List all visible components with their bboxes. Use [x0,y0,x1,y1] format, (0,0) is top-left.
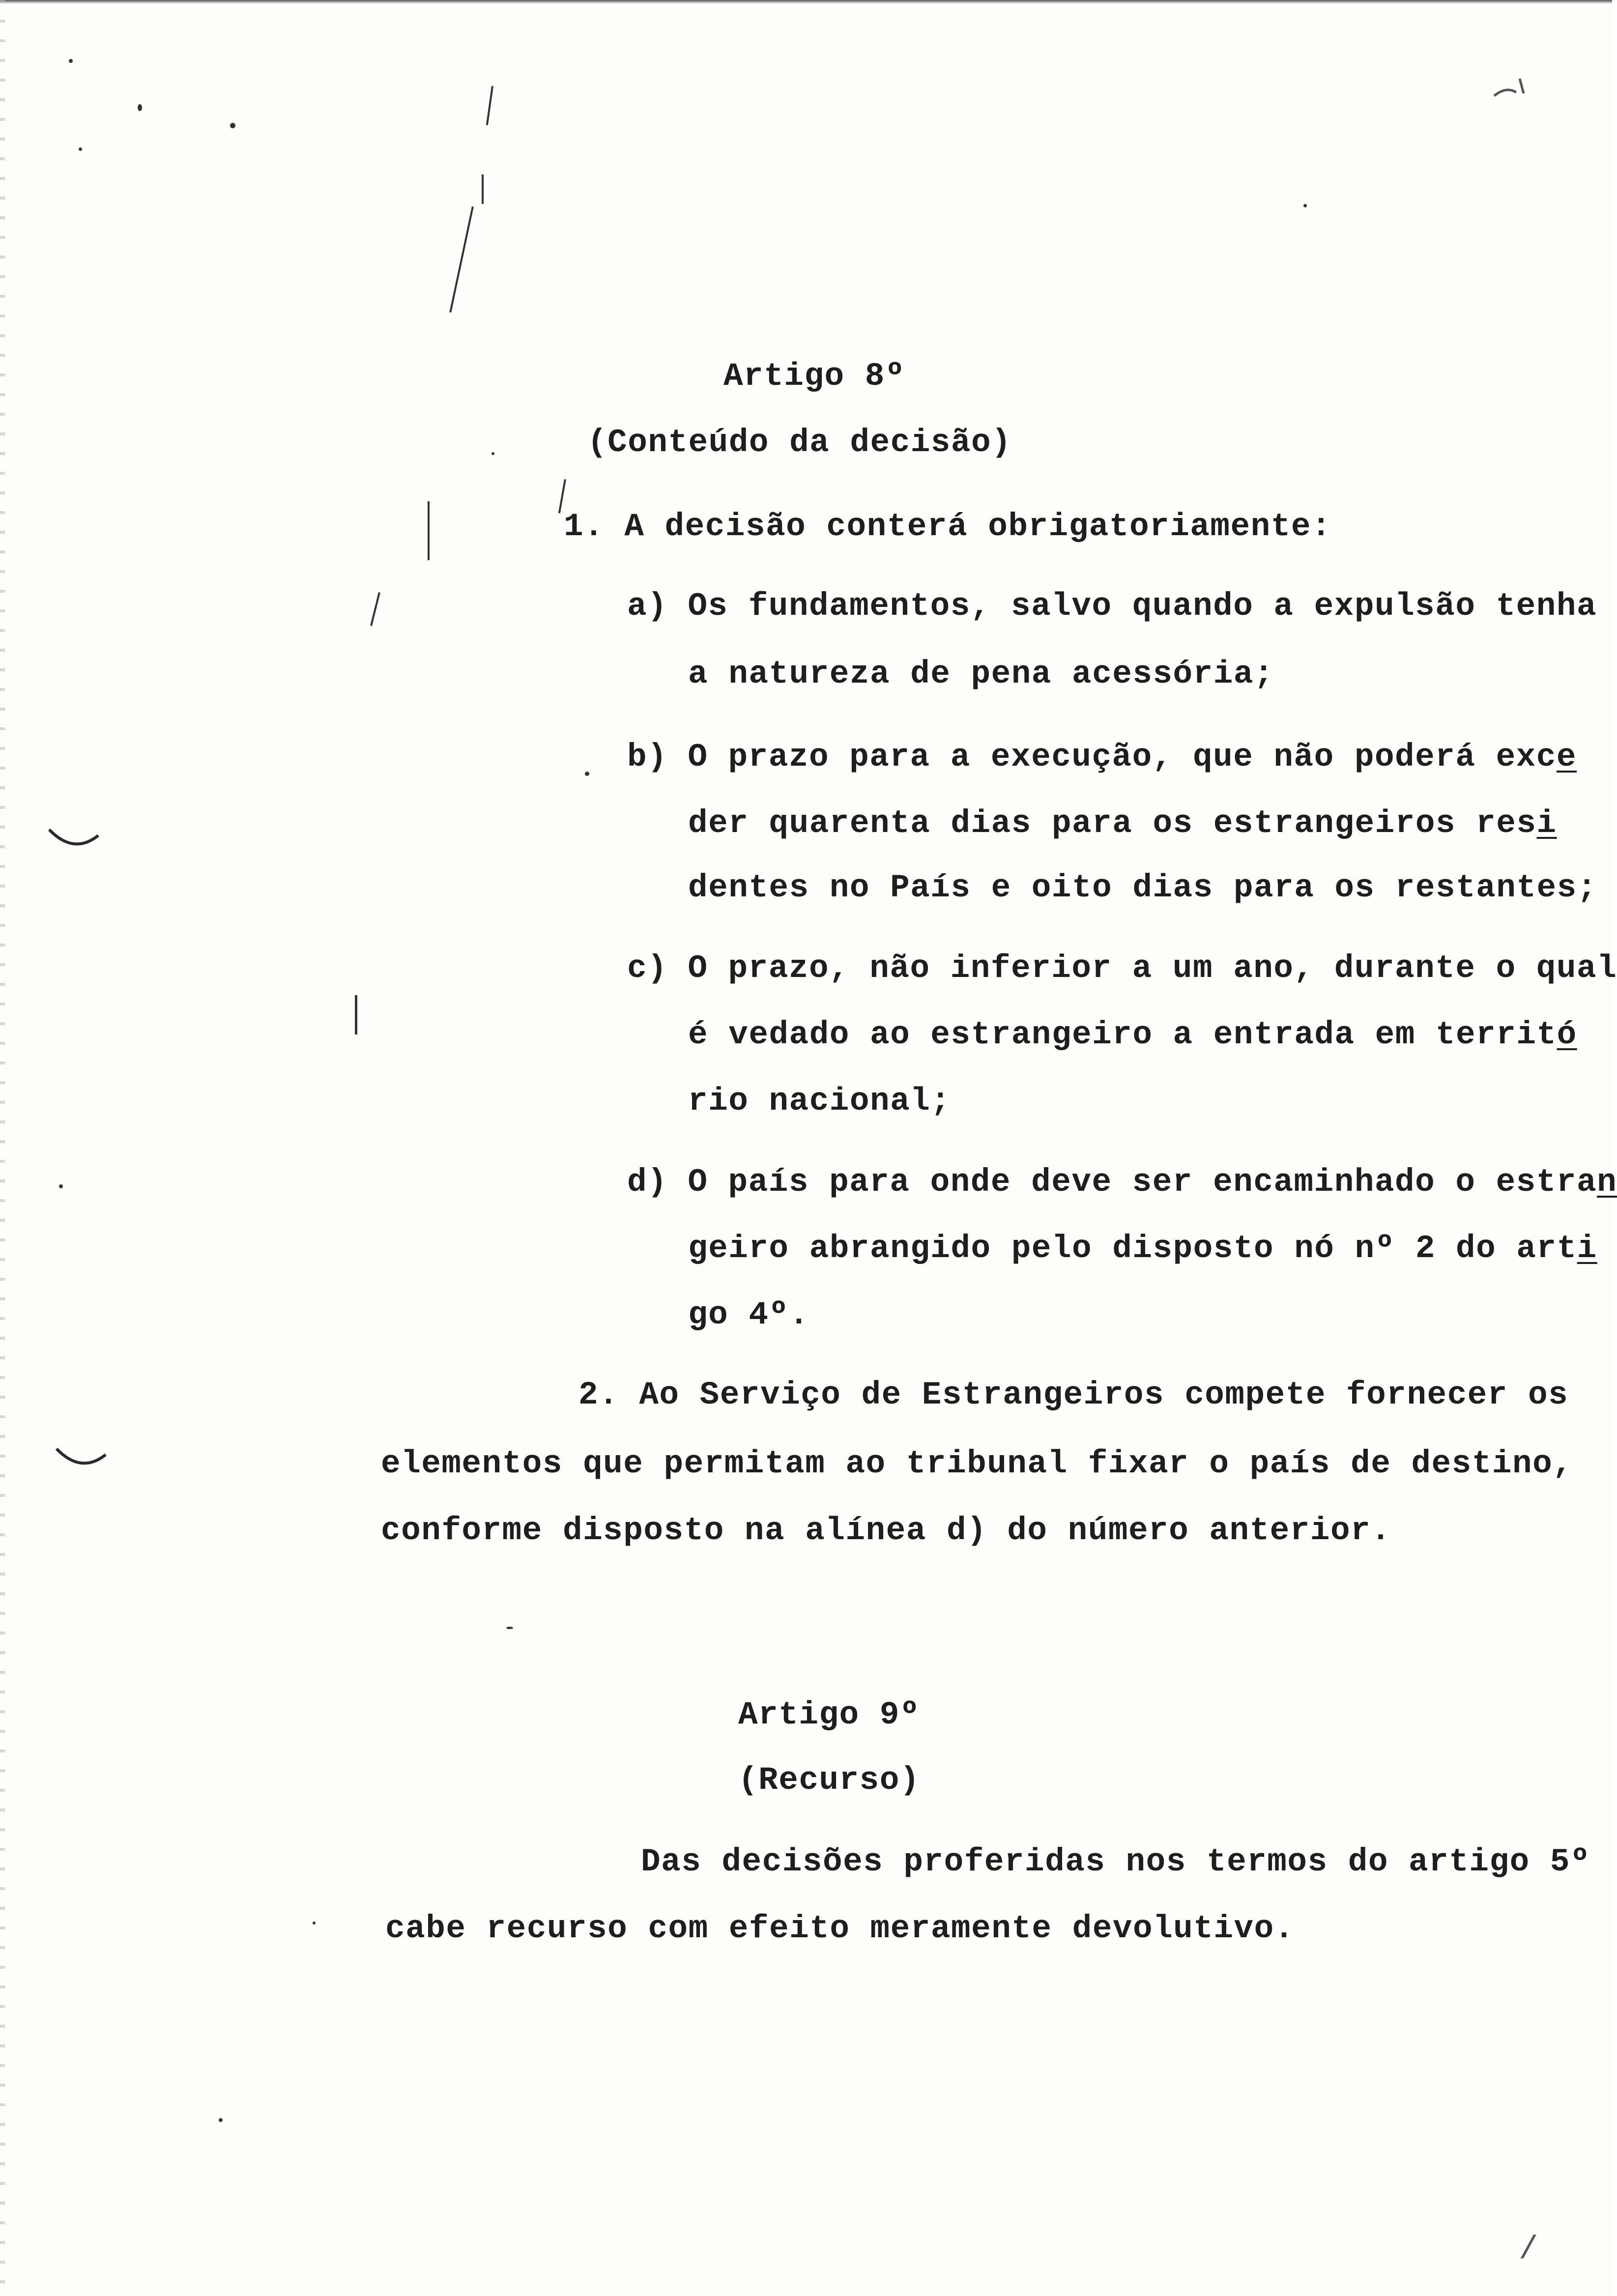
scan-speck [313,1922,316,1924]
article8-item-d-line2 [688,1230,1597,1267]
article8-item-a-line2: a natureza de pena acessória; [688,656,1274,692]
stray-stroke [482,174,484,204]
article9-title: Artigo 9º [738,1696,920,1733]
hyphenation-underline: i [1577,1230,1597,1267]
article8-item2-line3: conforme disposto na alínea d) do número anterior. [381,1512,1391,1549]
item-d-line2-text: geiro abrangido pelo disposto nó nº 2 do art [688,1230,1577,1267]
page-top-edge [0,0,1612,4]
item-b-line2-text: der quarenta dias para os estrangeiros res [688,805,1537,842]
scan-speck [219,2118,223,2122]
stray-stroke [355,995,357,1034]
scan-speck [1303,204,1307,207]
article8-item-d-line1 [627,1166,1617,1199]
article8-item2-line1: 2. Ao Serviço de Estrangeiros compete fornecer os [578,1377,1569,1413]
item-b-line1-text: b) O prazo para a execução, que não poderá exc [627,739,1557,775]
hyphenation-underline: n [1597,1164,1617,1201]
stray-stroke [370,592,380,626]
scan-speck [230,123,235,128]
article8-item1-intro: 1. A decisão conterá obrigatoriamente: [564,508,1332,545]
article8-item-c-line1: c) O prazo, não inferior a um ano, durante o qual [627,950,1617,987]
hyphenation-underline: e [1556,739,1577,775]
article9-line1: Das decisões proferidas nos termos do artigo 5º [641,1843,1591,1880]
margin-curve-mark [54,1445,108,1474]
article8-item-c-line2 [688,1016,1577,1053]
scan-speck [506,1627,513,1629]
page-continuation-mark: / [1519,2231,1539,2268]
scan-speck [59,1184,63,1188]
article8-title: Artigo 8º [723,358,905,395]
stray-stroke [449,206,474,313]
article8-item2-line2: elementos que permitam ao tribunal fixar o país de destino, [381,1445,1573,1482]
stray-stroke [486,86,493,125]
corner-scribble [1489,74,1533,103]
scan-speck [491,452,494,455]
item-c-line2-text: é vedado ao estrangeiro a entrada em territ [688,1016,1557,1053]
article8-item-c-line3: rio nacional; [688,1083,951,1119]
article8-item-a-line1: a) Os fundamentos, salvo quando a expulsão tenha [627,588,1597,625]
hyphenation-underline: i [1536,805,1557,842]
margin-curve-mark [47,826,101,855]
article8-item-b-line2 [688,807,1557,840]
scan-speck [79,147,82,151]
page-left-edge [0,0,5,2296]
item-d-line1-text: d) O país para onde deve ser encaminhado o estra [627,1164,1597,1201]
stray-stroke [428,501,430,560]
scan-speck [138,104,142,111]
article8-item-d-line3: go 4º. [688,1296,809,1333]
scan-speck [69,59,73,63]
article9-line2: cabe recurso com efeito meramente devolutivo. [385,1910,1295,1947]
article8-item-b-line3: dentes no País e oito dias para os restantes; [688,869,1597,906]
scan-speck [585,772,589,776]
article8-item-b-line1 [627,741,1577,774]
article9-subtitle: (Recurso) [738,1762,920,1799]
article8-subtitle: (Conteúdo da decisão) [587,424,1012,461]
hyphenation-underline: ó [1557,1016,1577,1053]
